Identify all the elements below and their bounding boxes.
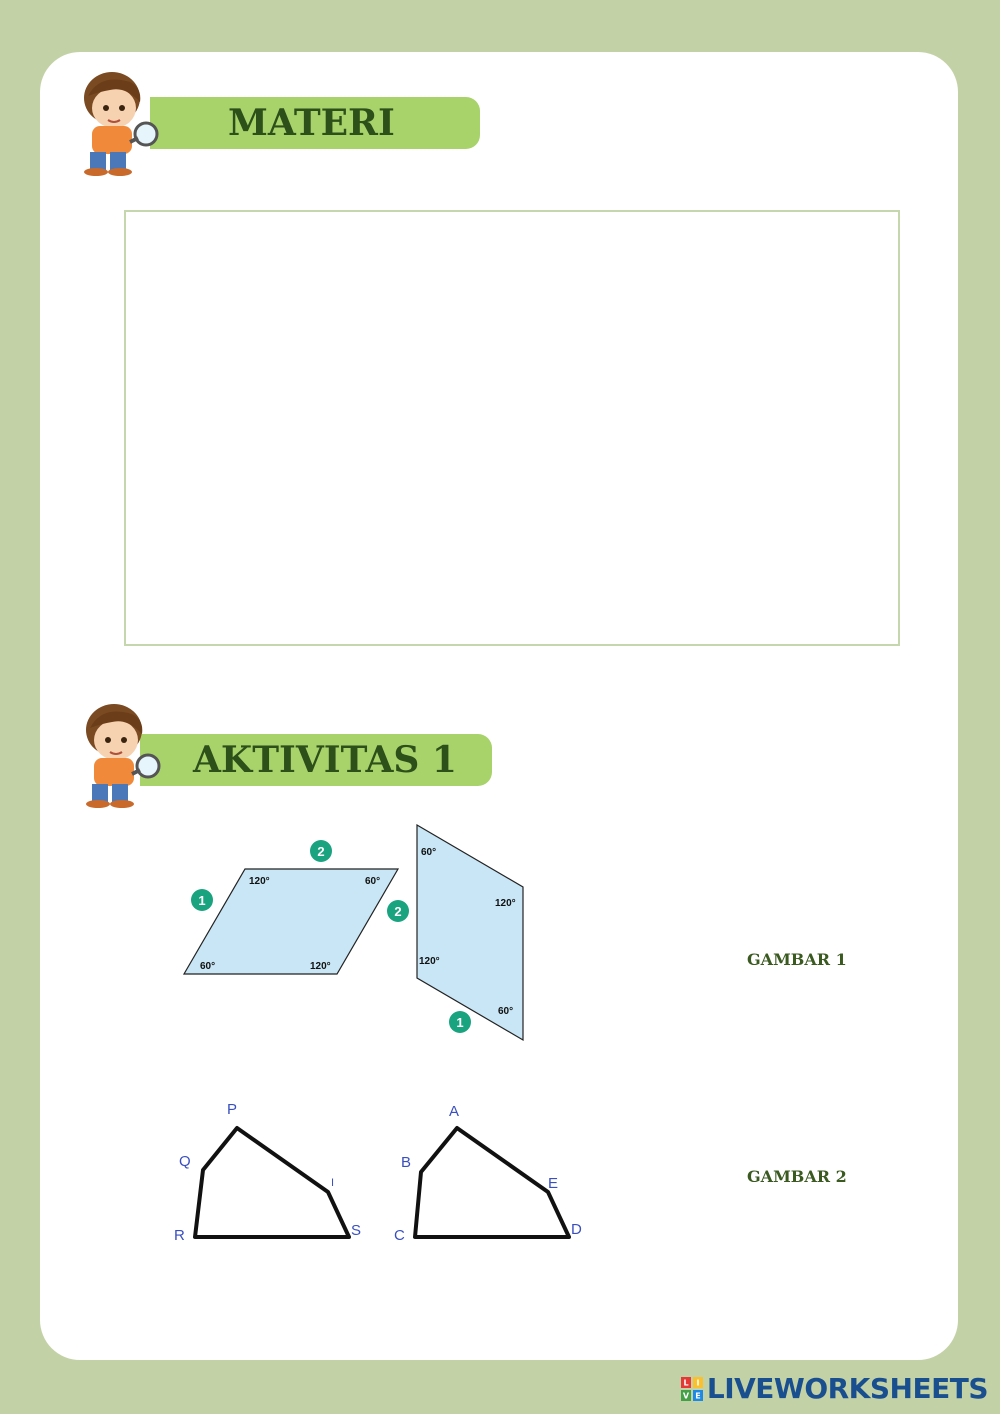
boy-magnifier-icon xyxy=(70,68,165,178)
marker-number: 1 xyxy=(456,1015,464,1030)
vertex-label: A xyxy=(449,1103,460,1120)
vertex-label: C xyxy=(394,1227,405,1244)
materi-content-box[interactable] xyxy=(124,210,900,646)
marker-badge xyxy=(449,1011,471,1033)
angle-label: 120° xyxy=(310,961,331,972)
vertex-label: I xyxy=(331,1177,335,1189)
angle-label: 120° xyxy=(249,876,270,887)
angle-label: 120° xyxy=(495,898,516,909)
vertex-label: B xyxy=(401,1154,412,1171)
logo-letter: V xyxy=(682,1391,689,1400)
marker-number: 2 xyxy=(317,844,325,859)
angle-label: 60° xyxy=(200,961,216,972)
vertex-label: Q xyxy=(179,1153,191,1170)
pentagon-abcde xyxy=(415,1128,569,1237)
angle-label: 60° xyxy=(498,1006,514,1017)
logo-text: LIVEWORKSHEETS xyxy=(706,1372,988,1405)
marker-badge xyxy=(191,889,213,911)
figure-2-pentagons xyxy=(165,1090,595,1250)
materi-banner xyxy=(150,97,480,149)
logo-letter: L xyxy=(683,1378,689,1387)
liveworksheets-logo xyxy=(681,1372,988,1405)
logo-letter: I xyxy=(696,1378,700,1387)
figure-2-caption: GAMBAR 2 xyxy=(747,1167,847,1186)
vertex-label: D xyxy=(571,1221,582,1238)
pentagon-pqrs xyxy=(195,1128,349,1237)
aktivitas-title: AKTIVITAS 1 xyxy=(193,739,457,781)
angle-label: 120° xyxy=(419,956,440,967)
angle-label: 60° xyxy=(365,876,381,887)
aktivitas-banner xyxy=(140,734,492,786)
vertex-label: S xyxy=(351,1222,362,1239)
materi-title: MATERI xyxy=(228,102,395,144)
figure-1-caption: GAMBAR 1 xyxy=(747,950,847,969)
angle-label: 60° xyxy=(421,847,437,858)
logo-blocks-icon xyxy=(681,1377,703,1401)
marker-badge xyxy=(387,900,409,922)
marker-number: 2 xyxy=(394,904,402,919)
figure-1-parallelograms xyxy=(175,815,535,1050)
logo-letter: E xyxy=(695,1391,701,1400)
boy-magnifier-icon xyxy=(72,700,167,810)
marker-badge xyxy=(310,840,332,862)
vertex-label: R xyxy=(174,1227,185,1244)
vertex-label: E xyxy=(548,1175,559,1192)
marker-number: 1 xyxy=(198,893,206,908)
vertex-label: P xyxy=(227,1101,238,1118)
